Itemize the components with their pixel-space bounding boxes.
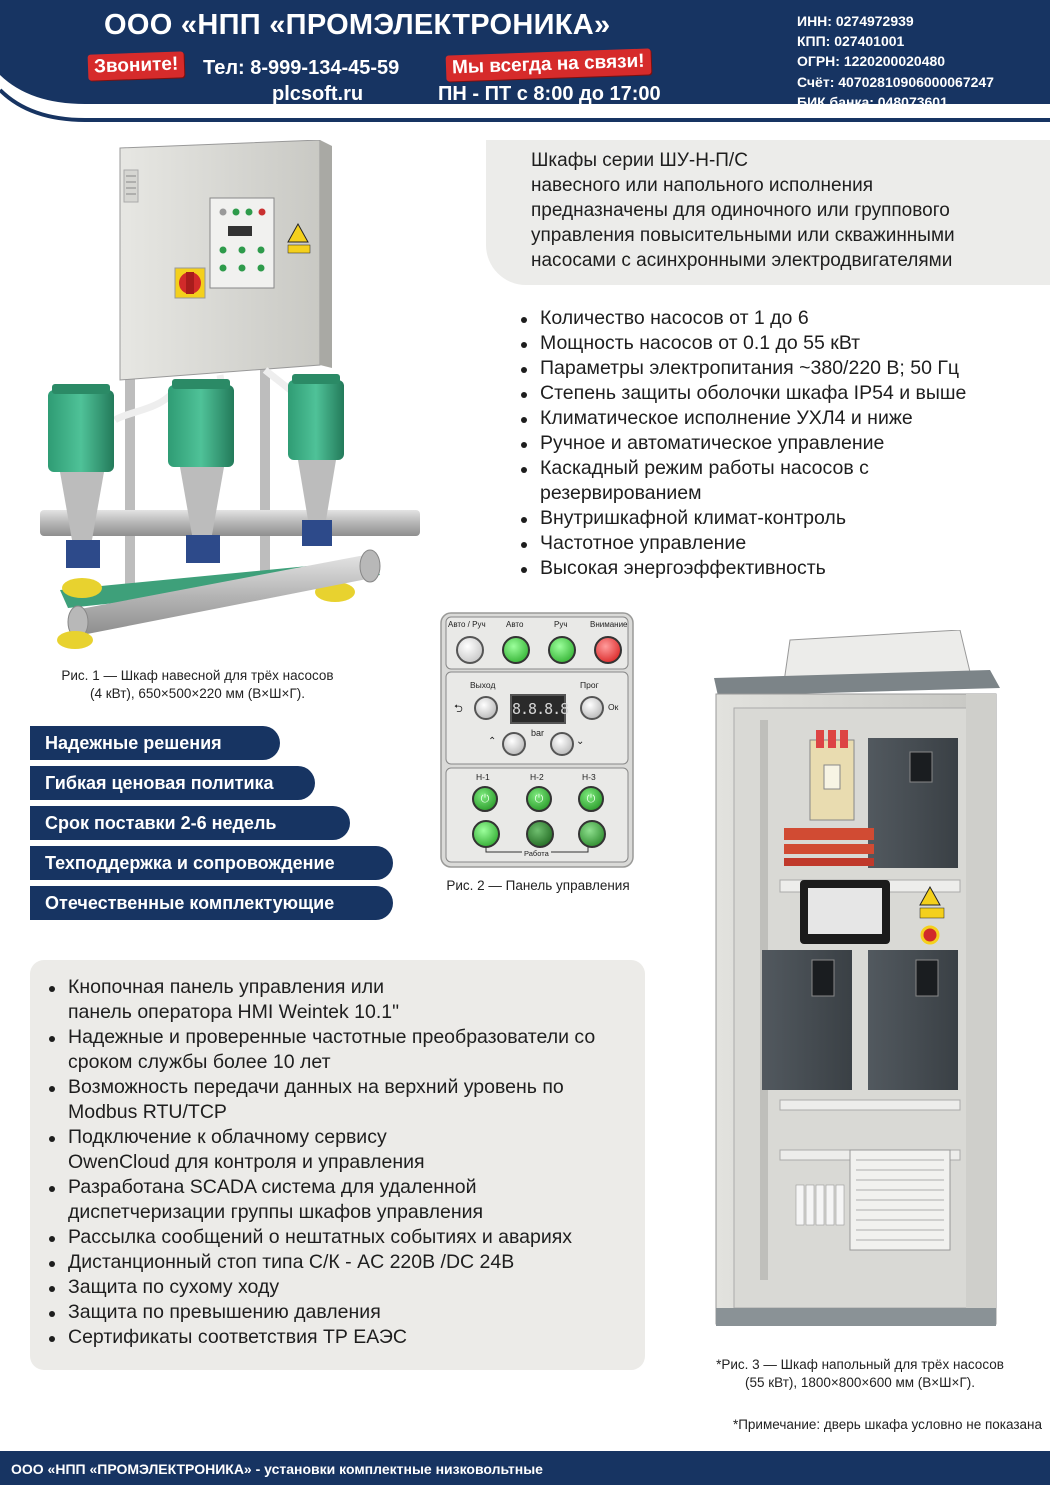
panel-label-pump-1: Н-1 — [476, 772, 490, 782]
advantages-list — [46, 975, 646, 1350]
pill-support: Техподдержка и сопровождение — [30, 846, 393, 880]
advantage-item: Защита по сухому ходу — [46, 1275, 646, 1300]
advantage-item: Надежные и проверенные частотные преобразователи со сроком службы более 10 лет — [46, 1025, 628, 1075]
website-link[interactable]: plcsoft.ru — [272, 83, 364, 105]
intro-line: Шкафы серии ШУ-Н-П/С — [531, 150, 748, 171]
advantage-item: Сертификаты соответствия ТР ЕАЭС — [46, 1325, 646, 1350]
advantage-item: Разработана SCADA система для удаленной диспетчеризации группы шкафов управления — [46, 1175, 538, 1225]
chevron-up-icon: ⌃ — [488, 736, 497, 747]
indicator-manual-icon — [548, 636, 576, 664]
call-badge: Звоните! — [88, 51, 185, 80]
door-note: *Примечание: дверь шкафа условно не показана — [732, 1417, 1042, 1432]
panel-label-manual: Руч — [554, 620, 568, 629]
indicator-auto-icon — [502, 636, 530, 664]
intro-line: насосами с асинхронными электродвигателями — [531, 250, 953, 271]
control-panel-image — [440, 612, 634, 868]
panel-button-down[interactable] — [550, 732, 574, 756]
panel-label-ok: Ок — [608, 702, 619, 712]
feature-item: Параметры электропитания ~380/220 В; 50 Гц — [518, 356, 1038, 381]
advantage-item: Подключение к облачному сервису OwenCloud для контроля и управления — [46, 1125, 468, 1175]
feature-item: Мощность насосов от 0.1 до 55 кВт — [518, 331, 1038, 356]
advantage-item: Дистанционный стоп типа С/К - AC 220В /DC 24В — [46, 1250, 646, 1275]
pill-domestic: Отечественные комплектующие — [30, 886, 393, 920]
page-footer — [0, 1451, 1050, 1485]
advantage-item: Рассылка сообщений о нештатных событиях и авариях — [46, 1225, 646, 1250]
pump-3-run-indicator-icon — [578, 820, 606, 848]
footer-text: ООО «НПП «ПРОМЭЛЕКТРОНИКА» - установки комплектные низковольтные — [11, 1461, 543, 1477]
wall-cabinet-pump-image — [20, 140, 440, 660]
pump-3-power-button[interactable]: ⏻ — [578, 786, 604, 812]
panel-button-auto-manual[interactable] — [456, 636, 484, 664]
panel-label-pump-2: Н-2 — [530, 772, 544, 782]
panel-label-work: Работа — [524, 849, 549, 858]
requisite-ogrn: ОГРН: 1220200020480 — [797, 53, 946, 70]
requisite-inn: ИНН: 0274972939 — [797, 13, 914, 29]
pump-1-power-button[interactable]: ⏻ — [472, 786, 498, 812]
intro-line: предназначены для одиночного или группового — [531, 200, 950, 221]
caption-line: (55 кВт), 1800×800×600 мм (В×Ш×Г). — [744, 1375, 975, 1390]
feature-item: Внутришкафной климат-контроль — [518, 506, 1038, 531]
panel-label-pump-3: Н-3 — [582, 772, 596, 782]
advantages-box — [30, 960, 645, 1370]
caption-line: (4 кВт), 650×500×220 мм (В×Ш×Г). — [90, 686, 305, 701]
feature-item: Высокая энергоэффективность — [518, 556, 1038, 581]
back-icon: ⮌ — [454, 703, 463, 715]
advantage-item: Кнопочная панель управления или панель оператора HMI Weintek 10.1" — [46, 975, 438, 1025]
feature-item: Ручное и автоматическое управление — [518, 431, 1038, 456]
company-requisites — [797, 11, 994, 112]
pump-2-power-button[interactable]: ⏻ — [526, 786, 552, 812]
figure-2-caption: Рис. 2 — Панель управления — [446, 878, 630, 893]
feature-item: Каскадный режим работы насосов с резервированием — [518, 456, 940, 506]
intro-text — [531, 148, 955, 273]
figure-3-caption — [680, 1356, 1040, 1392]
pill-reliable: Надежные решения — [30, 726, 280, 760]
caption-line: Рис. 1 — Шкаф навесной для трёх насосов — [61, 668, 334, 683]
contact-badge: Мы всегда на связи! — [446, 48, 651, 81]
panel-label-exit: Выход — [470, 680, 496, 690]
floor-cabinet-image — [700, 630, 1010, 1340]
pump-2-run-indicator-icon — [526, 820, 554, 848]
requisite-bik: БИК банка: 048073601 — [797, 93, 948, 110]
panel-label-attention: Внимание — [590, 620, 628, 629]
pill-delivery: Срок поставки 2-6 недель — [30, 806, 350, 840]
phone-number[interactable]: Тел: 8-999-134-45-59 — [203, 57, 400, 79]
panel-display: 8.8.8.8 — [510, 694, 566, 724]
working-hours: ПН - ПТ с 8:00 до 17:00 — [438, 83, 661, 105]
figure-1-caption — [30, 667, 365, 703]
panel-button-up[interactable] — [502, 732, 526, 756]
feature-item: Степень защиты оболочки шкафа IP54 и выше — [518, 381, 1038, 406]
intro-line: управления повысительными или скважинными — [531, 225, 955, 246]
panel-label-auto: Авто — [506, 620, 524, 629]
indicator-attention-icon — [594, 636, 622, 664]
advantage-item: Защита по превышению давления — [46, 1300, 646, 1325]
requisite-kpp: КПП: 027401001 — [797, 33, 905, 50]
chevron-down-icon: ⌄ — [576, 736, 585, 747]
panel-label-unit: bar — [531, 728, 545, 738]
company-name: ООО «НПП «ПРОМЭЛЕКТРОНИКА» — [104, 9, 611, 41]
panel-button-prog[interactable] — [580, 696, 604, 720]
intro-box — [486, 140, 1050, 285]
panel-button-exit[interactable] — [474, 696, 498, 720]
feature-item: Частотное управление — [518, 531, 1038, 556]
advantage-item: Возможность передачи данных на верхний уровень по Modbus RTU/TCP — [46, 1075, 628, 1125]
panel-label-prog: Прог — [580, 680, 599, 690]
panel-label-auto-manual: Авто / Руч — [448, 620, 486, 629]
feature-item: Количество насосов от 1 до 6 — [518, 306, 1038, 331]
pump-1-run-indicator-icon — [472, 820, 500, 848]
pill-pricing: Гибкая ценовая политика — [30, 766, 315, 800]
feature-item: Климатическое исполнение УХЛ4 и ниже — [518, 406, 1038, 431]
features-list — [518, 306, 1038, 581]
requisite-account: Счёт: 40702810906000067247 — [797, 73, 994, 90]
intro-line: навесного или напольного исполнения — [531, 175, 874, 196]
caption-line: *Рис. 3 — Шкаф напольный для трёх насосов — [716, 1357, 1004, 1372]
page-header — [0, 0, 1050, 130]
